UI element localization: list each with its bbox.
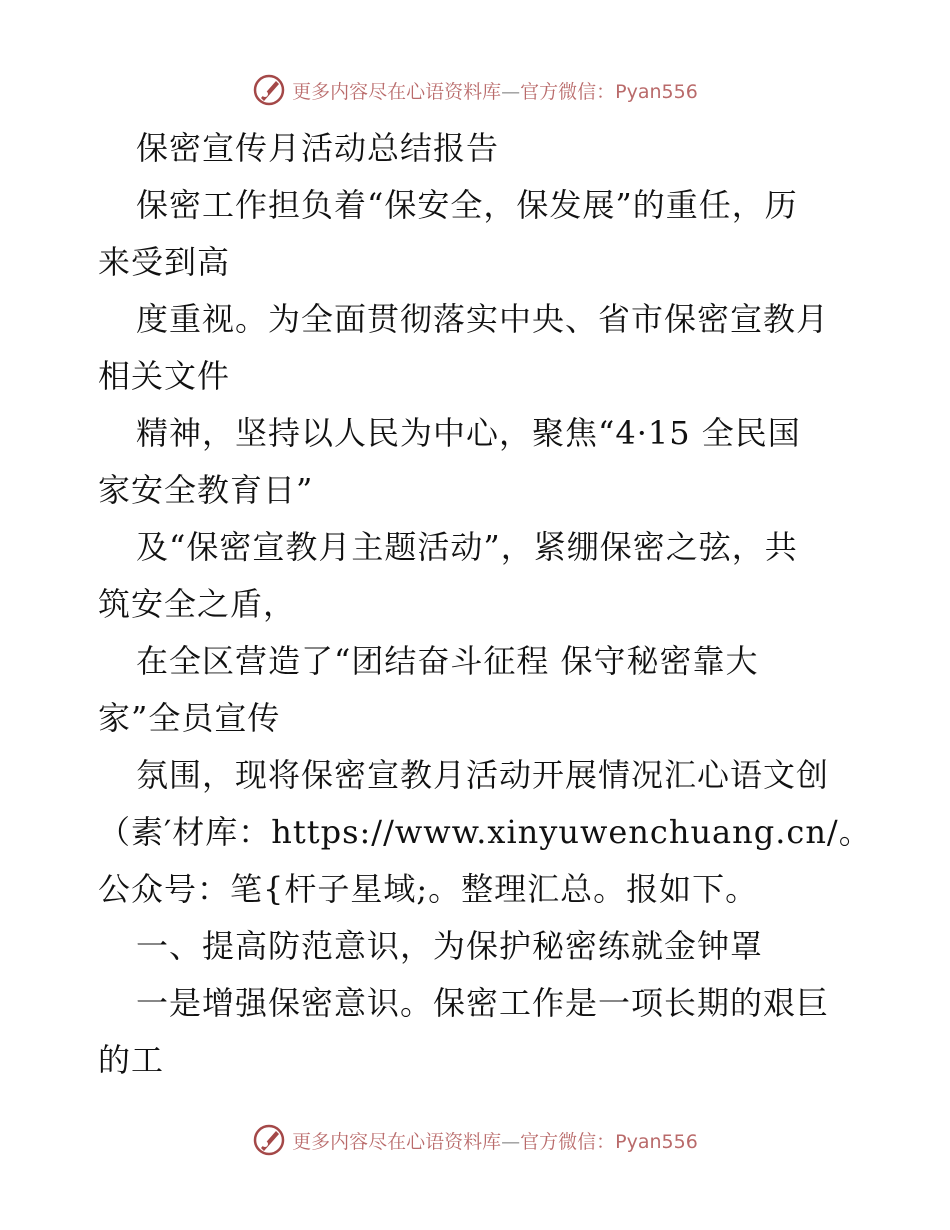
text-line: 精神，坚持以人民为中心，聚焦“4·15 全民国 xyxy=(136,414,801,452)
text-line: 的工 xyxy=(98,1041,165,1079)
banner-separator: — xyxy=(501,1130,521,1153)
text-line: 一、提高防范意识，为保护秘密练就金钟罩 xyxy=(136,927,764,965)
banner-contact: 官方微信：Pyan556 xyxy=(520,80,698,103)
banner-title: 更多内容尽在心语资料库 xyxy=(292,1130,502,1153)
text-line: 保密工作担负着“保安全，保发展”的重任，历 xyxy=(136,186,798,224)
text-line: 家安全教育日” xyxy=(98,471,314,509)
pen-logo-icon xyxy=(252,73,286,107)
text-line: 度重视。为全面贯彻落实中央、省市保密宣教月 xyxy=(136,300,830,338)
text-line: 相关文件 xyxy=(98,357,231,395)
document-body xyxy=(98,120,872,1089)
banner-text xyxy=(292,1127,698,1154)
footer-banner xyxy=(0,1120,950,1160)
text-line: （素′材库：https://www.xinyuwenchuang.cn/。 xyxy=(98,813,872,851)
text-line: 及“保密宣教月主题活动”，紧绷保密之弦，共 xyxy=(136,528,798,566)
banner-text xyxy=(292,77,698,104)
banner-contact: 官方微信：Pyan556 xyxy=(520,1130,698,1153)
text-line: 公众号：笔{杆子星域;。整理汇总。报如下。 xyxy=(98,870,759,908)
pen-logo-icon xyxy=(252,1123,286,1157)
header-banner xyxy=(0,70,950,110)
text-line: 保密宣传月活动总结报告 xyxy=(136,129,500,167)
text-line: 一是增强保密意识。保密工作是一项长期的艰巨 xyxy=(136,984,830,1022)
banner-title: 更多内容尽在心语资料库 xyxy=(292,80,502,103)
banner-separator: — xyxy=(501,80,521,103)
text-line: 家”全员宣传 xyxy=(98,699,281,737)
text-line: 在全区营造了“团结奋斗征程 保守秘密靠大 xyxy=(136,642,759,680)
text-line: 来受到高 xyxy=(98,243,231,281)
text-line: 氛围，现将保密宣教月活动开展情况汇心语文创 xyxy=(136,756,830,794)
text-line: 筑安全之盾， xyxy=(98,585,297,623)
